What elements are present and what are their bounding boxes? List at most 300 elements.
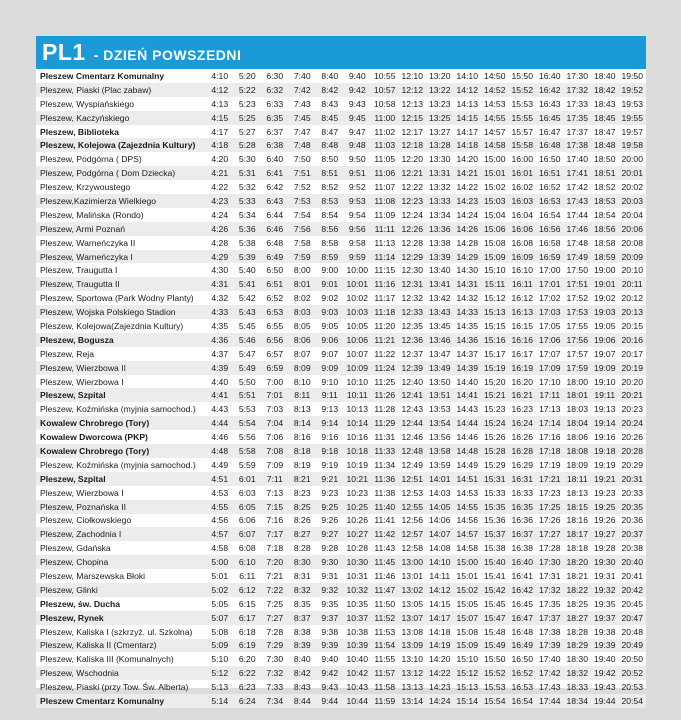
departure-time: 4:44 [206,416,234,430]
departure-time: 19:11 [591,388,619,402]
departure-time: 6:48 [266,237,284,248]
stop-name: Pleszew, Podgórna ( Dom Dziecka) [36,166,206,180]
departure-time: 11:50 [374,598,396,609]
departure-time: 14:32 [456,293,478,304]
stop-name: Pleszew, Piaski (przy Tow. Św. Alberta) [40,682,189,693]
departure-time: 12:28 [401,237,423,248]
departure-time: 17:25 [536,500,564,514]
departure-time: 14:58 [456,543,478,554]
departure-time: 16:45 [511,598,533,609]
departure-time: 19:28 [593,543,616,554]
departure-time: 5:28 [234,138,262,152]
departure-time: 7:08 [261,444,289,458]
departure-time: 16:06 [509,222,537,236]
departure-time: 16:51 [536,166,564,180]
departure-time: 6:24 [234,694,262,708]
table-row [36,583,646,597]
table-row [36,347,646,361]
departure-time: 15:50 [483,654,506,665]
departure-time: 6:43 [261,194,289,208]
departure-time: 8:03 [289,305,317,319]
departure-time: 13:10 [401,654,423,665]
departure-time: 16:56 [536,222,564,236]
departure-time: 9:18 [316,444,344,458]
departure-time: 13:33 [426,194,454,208]
departure-time: 15:13 [456,682,478,693]
departure-time: 13:54 [426,416,454,430]
departure-time: 6:06 [238,515,256,526]
stop-name: Pleszew, Podgórna ( DPS) [40,154,142,165]
departure-time: 5:02 [206,583,234,597]
departure-time: 15:45 [483,598,506,609]
departure-time: 7:20 [261,555,289,569]
departure-time: 15:16 [481,333,509,347]
departure-time: 14:35 [456,320,478,331]
departure-time: 14:40 [456,376,478,387]
departure-time: 7:48 [289,138,317,152]
departure-time: 11:34 [374,459,396,470]
stop-name: Pleszew, Reja [40,348,94,359]
departure-time: 10:05 [346,320,368,331]
table-row [36,569,646,583]
departure-time: 17:39 [536,639,564,653]
departure-time: 14:11 [429,571,451,581]
departure-time: 9:47 [348,126,366,137]
departure-time: 13:05 [401,598,423,609]
departure-time: 4:26 [206,222,234,236]
departure-time: 5:01 [211,571,229,581]
stop-name: Kowalew Dworcowa (PKP) [40,432,148,443]
departure-time: 19:31 [593,571,616,581]
table-row [36,111,646,125]
table-row [36,666,646,680]
departure-time: 11:53 [374,626,396,637]
table-row [36,541,646,555]
departure-time: 19:25 [591,500,619,514]
timetable-card [36,36,646,707]
departure-time: 11:31 [374,432,396,443]
departure-time: 19:01 [591,277,619,291]
departure-time: 9:45 [344,111,372,125]
departure-time: 7:33 [266,682,284,693]
departure-time: 5:38 [238,237,256,248]
departure-time: 9:16 [321,432,339,443]
departure-time: 17:46 [564,222,592,236]
departure-time: 17:30 [566,70,588,81]
departure-time: 8:40 [293,654,311,665]
departure-time: 5:20 [238,70,256,81]
departure-time: 15:17 [483,348,506,359]
stop-name: Pleszew, Wyspiańskiego [40,98,135,109]
departure-time: 7:42 [289,83,317,97]
departure-time: 12:55 [399,500,427,514]
departure-time: 18:01 [564,388,592,402]
day-type-label: - DZIEŃ POWSZEDNI [93,47,242,63]
stop-name: Pleszew, Wojska Polskiego Stadion [36,305,206,319]
departure-time: 8:18 [289,444,317,458]
departure-time: 11:25 [374,376,396,387]
table-row [36,222,646,236]
departure-time: 16:45 [536,111,564,125]
departure-time: 12:15 [399,111,427,125]
departure-time: 20:33 [621,487,643,498]
departure-time: 4:12 [206,83,234,97]
stop-name: Pleszew Cmentarz Komunalny [36,694,206,708]
departure-time: 14:15 [428,598,451,609]
departure-time: 8:45 [316,111,344,125]
stop-name: Pleszew, Kolejowa(Zajezdnia Kultury) [40,320,184,331]
departure-time: 14:29 [454,250,482,264]
departure-time: 5:31 [234,166,262,180]
departure-time: 15:02 [454,583,482,597]
departure-time: 20:38 [621,543,643,554]
stop-name: Pleszew, Wierzbowa I [40,376,124,387]
departure-time: 5:49 [234,361,262,375]
departure-time: 15:36 [483,515,506,526]
departure-time: 4:20 [211,154,229,165]
departure-time: 6:15 [238,598,256,609]
departure-time: 7:18 [266,543,284,554]
departure-time: 19:27 [591,527,619,541]
departure-time: 8:42 [289,666,317,680]
departure-time: 10:38 [346,626,368,637]
departure-time: 16:49 [509,639,537,653]
departure-time: 15:01 [456,571,478,581]
departure-time: 20:36 [621,515,643,526]
departure-time: 14:24 [456,209,478,220]
departure-time: 20:31 [619,472,647,486]
departure-time: 4:58 [211,543,229,554]
departure-time: 7:51 [289,166,317,180]
departure-time: 4:30 [211,265,229,276]
departure-time: 19:50 [621,70,643,81]
departure-time: 13:49 [426,361,454,375]
departure-time: 14:19 [426,639,454,653]
departure-time: 10:02 [346,293,368,304]
departure-time: 20:04 [621,209,643,220]
departure-time: 10:40 [346,654,368,665]
departure-time: 15:58 [509,138,537,152]
departure-time: 10:06 [344,333,372,347]
departure-time: 20:19 [619,361,647,375]
departure-time: 13:58 [426,444,454,458]
stop-name: Pleszew, Traugutta I [40,265,118,276]
departure-time: 11:57 [371,666,399,680]
departure-time: 8:02 [293,293,311,304]
departure-time: 8:53 [316,194,344,208]
departure-time: 14:53 [456,487,478,498]
departure-time: 10:43 [346,682,368,693]
departure-time: 7:01 [261,388,289,402]
departure-time: 9:28 [321,543,339,554]
departure-time: 15:26 [483,432,506,443]
departure-time: 7:13 [266,487,284,498]
stop-name: Pleszew, Wierzbowa II [36,361,206,375]
departure-time: 12:49 [401,459,423,470]
table-row [36,291,646,305]
departure-time: 11:45 [371,555,399,569]
departure-time: 14:52 [481,83,509,97]
stop-name: Pleszew, Armi Poznań [36,222,206,236]
departure-time: 11:22 [374,348,396,359]
departure-time: 15:23 [483,404,506,415]
departure-time: 8:48 [316,138,344,152]
departure-time: 9:42 [316,666,344,680]
departure-time: 8:43 [321,98,339,109]
departure-time: 16:40 [509,555,537,569]
departure-time: 18:08 [564,444,592,458]
departure-time: 18:13 [566,487,588,498]
departure-time: 11:33 [371,444,399,458]
departure-time: 8:40 [321,70,339,81]
departure-time: 17:33 [566,98,588,109]
departure-time: 17:49 [564,250,592,264]
departure-time: 7:21 [266,571,284,581]
departure-time: 16:40 [538,70,561,81]
stop-name: Pleszew, Warneńczyka I [36,250,206,264]
table-row [36,430,646,444]
departure-time: 18:29 [564,639,592,653]
departure-time: 20:23 [621,404,643,415]
departure-time: 14:18 [428,626,451,637]
departure-time: 14:55 [454,500,482,514]
departure-time: 12:58 [401,543,423,554]
departure-time: 4:51 [206,472,234,486]
departure-time: 14:56 [456,515,478,526]
stop-name: Pleszew, Biblioteka [40,126,119,137]
departure-time: 19:07 [593,348,616,359]
departure-time: 11:18 [371,305,399,319]
departure-time: 14:20 [456,154,478,165]
departure-time: 16:23 [511,404,533,415]
departure-time: 17:03 [536,305,564,319]
departure-time: 8:56 [316,222,344,236]
departure-time: 20:08 [621,237,643,248]
departure-time: 11:06 [371,166,399,180]
departure-time: 17:41 [564,166,592,180]
departure-time: 14:55 [481,111,509,125]
departure-time: 8:44 [289,694,317,708]
departure-time: 20:09 [619,250,647,264]
departure-time: 18:17 [564,527,592,541]
departure-time: 12:51 [399,472,427,486]
departure-time: 12:13 [401,98,423,109]
departure-time: 5:56 [238,432,256,443]
departure-time: 10:11 [344,388,372,402]
departure-time: 13:38 [428,237,451,248]
stop-name: Pleszew, Kaczyńskiego [36,111,206,125]
departure-time: 13:25 [426,111,454,125]
departure-time: 14:07 [426,527,454,541]
departure-time: 18:58 [593,237,616,248]
departure-time: 17:28 [538,543,561,554]
departure-time: 18:25 [566,598,588,609]
departure-time: 14:53 [483,98,506,109]
departure-time: 16:09 [509,250,537,264]
departure-time: 17:13 [538,404,561,415]
table-row [36,680,646,694]
stop-name: Pleszew, Marszewska Błoki [40,571,146,581]
departure-time: 17:37 [536,611,564,625]
departure-time: 14:01 [426,472,454,486]
departure-time: 7:09 [266,459,284,470]
departure-time: 11:16 [371,277,399,291]
table-row [36,652,646,666]
departure-time: 6:56 [261,333,289,347]
departure-time: 6:57 [266,348,284,359]
departure-time: 7:15 [261,500,289,514]
departure-time: 17:06 [536,333,564,347]
departure-time: 15:08 [456,626,478,637]
departure-time: 7:29 [261,639,289,653]
departure-time: 17:27 [536,527,564,541]
departure-time: 17:42 [566,182,588,193]
departure-time: 9:11 [316,388,344,402]
departure-time: 14:50 [483,70,506,81]
departure-time: 15:29 [483,459,506,470]
departure-time: 8:28 [293,543,311,554]
departure-time: 11:09 [374,209,396,220]
timetable-header [36,36,646,69]
departure-time: 17:56 [564,333,592,347]
departure-time: 10:44 [344,694,372,708]
departure-time: 20:37 [619,527,647,541]
stop-name: Pleszew, Koźmińska (myjnia samochod.) [40,404,196,415]
table-row [36,555,646,569]
departure-time: 14:24 [426,694,454,708]
departure-time: 12:12 [399,83,427,97]
departure-time: 7:59 [289,250,317,264]
departure-time: 16:47 [509,611,537,625]
departure-time: 15:19 [481,361,509,375]
table-row [36,611,646,625]
departure-time: 18:06 [566,432,588,443]
departure-time: 5:43 [234,305,262,319]
departure-time: 5:41 [234,277,262,291]
departure-time: 19:18 [591,444,619,458]
departure-time: 11:26 [371,388,399,402]
departure-time: 15:47 [481,611,509,625]
departure-time: 18:32 [564,666,592,680]
departure-time: 16:11 [509,277,537,291]
departure-time: 12:56 [401,515,423,526]
departure-time: 15:13 [481,305,509,319]
departure-time: 9:39 [316,639,344,653]
departure-time: 17:26 [538,515,561,526]
departure-time: 6:41 [261,166,289,180]
departure-time: 8:11 [289,388,317,402]
stop-name: Pleszew, Koźmińska (myjnia samochod.) [40,459,196,470]
departure-time: 9:35 [321,598,339,609]
departure-time: 9:10 [321,376,339,387]
stop-name: Pleszew, Kolejowa (Zajezdnia Kultury) [36,138,206,152]
departure-time: 15:41 [483,571,506,581]
departure-time: 13:20 [428,70,451,81]
departure-time: 12:29 [399,250,427,264]
stop-name: Pleszew, Rynek [36,611,206,625]
table-row [36,208,646,222]
departure-time: 14:23 [428,682,451,693]
departure-time: 18:21 [566,571,588,581]
departure-time: 10:16 [346,432,368,443]
departure-time: 4:55 [206,500,234,514]
departure-time: 9:58 [348,237,366,248]
departure-time: 20:21 [619,388,647,402]
departure-time: 11:17 [374,293,396,304]
departure-time: 16:43 [538,98,561,109]
departure-time: 8:27 [289,527,317,541]
departure-time: 16:20 [511,376,533,387]
departure-time: 5:22 [234,83,262,97]
departure-time: 8:37 [289,611,317,625]
departure-time: 10:00 [346,265,368,276]
departure-time: 9:52 [348,182,366,193]
departure-time: 19:32 [591,583,619,597]
departure-time: 8:16 [293,432,311,443]
departure-time: 15:48 [483,626,506,637]
departure-time: 8:09 [289,361,317,375]
departure-time: 11:54 [371,639,399,653]
departure-time: 15:20 [483,376,506,387]
departure-time: 13:59 [428,459,451,470]
departure-time: 15:21 [481,388,509,402]
departure-time: 15:35 [481,500,509,514]
departure-time: 17:50 [566,265,588,276]
departure-time: 18:54 [593,209,616,220]
stop-name: Pleszew, Traugutta II [36,277,206,291]
departure-time: 13:40 [428,265,451,276]
departure-time: 20:01 [619,166,647,180]
departure-time: 9:01 [316,277,344,291]
departure-time: 19:13 [593,404,616,415]
departure-time: 7:30 [266,654,284,665]
departure-time: 5:53 [238,404,256,415]
stop-name: Pleszew, Malińska (Rondo) [40,209,144,220]
departure-time: 14:31 [454,277,482,291]
departure-time: 4:48 [206,444,234,458]
departure-time: 15:01 [481,166,509,180]
departure-time: 15:03 [481,194,509,208]
departure-time: 6:07 [234,527,262,541]
departure-time: 16:01 [509,166,537,180]
departure-time: 14:21 [454,166,482,180]
departure-time: 17:00 [538,265,561,276]
departure-time: 18:45 [591,111,619,125]
departure-time: 14:22 [456,182,478,193]
departure-time: 14:57 [483,126,506,137]
departure-time: 12:41 [399,388,427,402]
departure-time: 8:42 [316,83,344,97]
departure-time: 5:47 [238,348,256,359]
departure-time: 13:02 [399,583,427,597]
departure-time: 8:05 [293,320,311,331]
departure-time: 11:00 [371,111,399,125]
departure-time: 11:46 [374,571,396,581]
departure-time: 5:58 [234,444,262,458]
departure-time: 14:15 [454,111,482,125]
departure-time: 10:32 [344,583,372,597]
departure-time: 20:53 [621,682,643,693]
departure-time: 14:43 [456,404,478,415]
departure-time: 14:05 [426,500,454,514]
departure-time: 15:37 [481,527,509,541]
departure-time: 11:05 [374,154,396,165]
departure-time: 6:18 [238,626,256,637]
departure-time: 17:32 [536,583,564,597]
departure-time: 20:42 [619,583,647,597]
table-row [36,375,646,389]
departure-time: 20:12 [621,293,643,304]
